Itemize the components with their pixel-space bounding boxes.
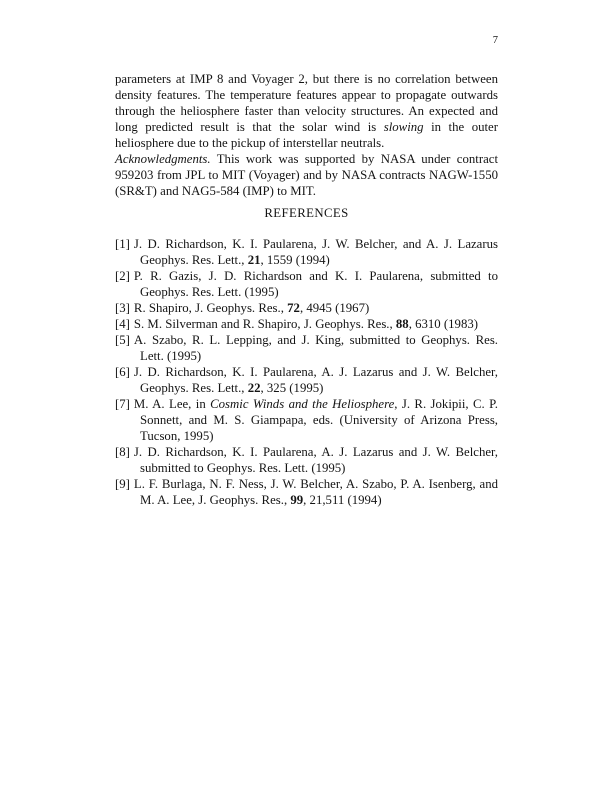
text-segment: 72 <box>287 301 300 315</box>
text-segment: slowing <box>383 120 424 134</box>
reference-label: [3] <box>115 301 130 315</box>
reference-label: [2] <box>115 269 130 283</box>
text-segment: Cosmic Winds and the Heliosphere <box>210 397 395 411</box>
reference-label: [1] <box>115 237 130 251</box>
text-segment: 88 <box>395 317 409 331</box>
text-segment: in the outer heliosphere due to the pickup of interstellar neutrals. <box>115 120 498 150</box>
text-segment: , 6310 (1983) <box>408 317 479 331</box>
text-segment: parameters at IMP 8 and Voyager 2, but there is no correlation between density features. The temperature features appear to propagate outwards through the heliosphere faster than velocity structures. An expected and long predicted result is that the solar wind is <box>115 72 498 134</box>
reference-entry <box>115 476 498 508</box>
text-segment: , 325 (1995) <box>260 381 324 395</box>
reference-entry <box>115 396 498 444</box>
text-segment: , 21,511 (1994) <box>303 493 382 507</box>
reference-label: [4] <box>115 317 130 331</box>
reference-entry <box>115 444 498 476</box>
text-segment: , J. R. Jokipii, C. P. Sonnett, and M. S. Giampapa, eds. (University of Arizona Press, Tucson, 1995) <box>140 397 498 443</box>
text-segment: J. D. Richardson, K. I. Paularena, J. W. Belcher, and A. J. Lazarus Geophys. Res. Lett., <box>133 237 498 267</box>
page-content <box>115 71 498 508</box>
text-segment: J. D. Richardson, K. I. Paularena, A. J. Lazarus and J. W. Belcher, Geophys. Res. Lett., <box>133 365 498 395</box>
text-segment: J. D. Richardson, K. I. Paularena, A. J. Lazarus and J. W. Belcher, submitted to Geophys. Res. Lett. (1995) <box>133 445 498 475</box>
text-segment: Acknowledgments. <box>115 152 211 166</box>
references-heading: REFERENCES <box>264 206 349 220</box>
text-segment: P. R. Gazis, J. D. Richardson and K. I. Paularena, submitted to Geophys. Res. Lett. (1995) <box>133 269 498 299</box>
page-number: 7 <box>492 35 498 46</box>
text-segment: R. Shapiro, J. Geophys. Res., <box>133 301 288 315</box>
reference-entry <box>115 300 498 316</box>
reference-entry <box>115 316 498 332</box>
reference-label: [7] <box>115 397 130 411</box>
reference-label: [5] <box>115 333 130 347</box>
text-segment: S. M. Silverman and R. Shapiro, J. Geophys. Res., <box>133 317 396 331</box>
reference-entry <box>115 332 498 364</box>
references-list <box>115 236 498 508</box>
body-paragraph <box>115 71 498 151</box>
text-segment: , 1559 (1994) <box>260 253 330 267</box>
reference-entry <box>115 236 498 268</box>
text-segment: L. F. Burlaga, N. F. Ness, J. W. Belcher, A. Szabo, P. A. Isenberg, and M. A. Lee, J. Geophys. Res., <box>133 477 498 507</box>
reference-entry <box>115 268 498 300</box>
text-segment: 22 <box>247 381 261 395</box>
reference-entry <box>115 364 498 396</box>
text-segment: M. A. Lee, in <box>133 397 211 411</box>
text-segment: 99 <box>290 493 304 507</box>
reference-label: [8] <box>115 445 130 459</box>
text-segment: This work was supported by NASA under contract 959203 from JPL to MIT (Voyager) and by NASA contracts NAGW-1550 (SR&T) and NAG5-584 (IMP) to MIT. <box>115 152 498 198</box>
reference-label: [6] <box>115 365 130 379</box>
text-segment: 21 <box>247 253 261 267</box>
acknowledgments-paragraph <box>115 151 498 199</box>
text-segment: A. Szabo, R. L. Lepping, and J. King, submitted to Geophys. Res. Lett. (1995) <box>133 333 498 363</box>
reference-label: [9] <box>115 477 130 491</box>
text-segment: , 4945 (1967) <box>299 301 370 315</box>
